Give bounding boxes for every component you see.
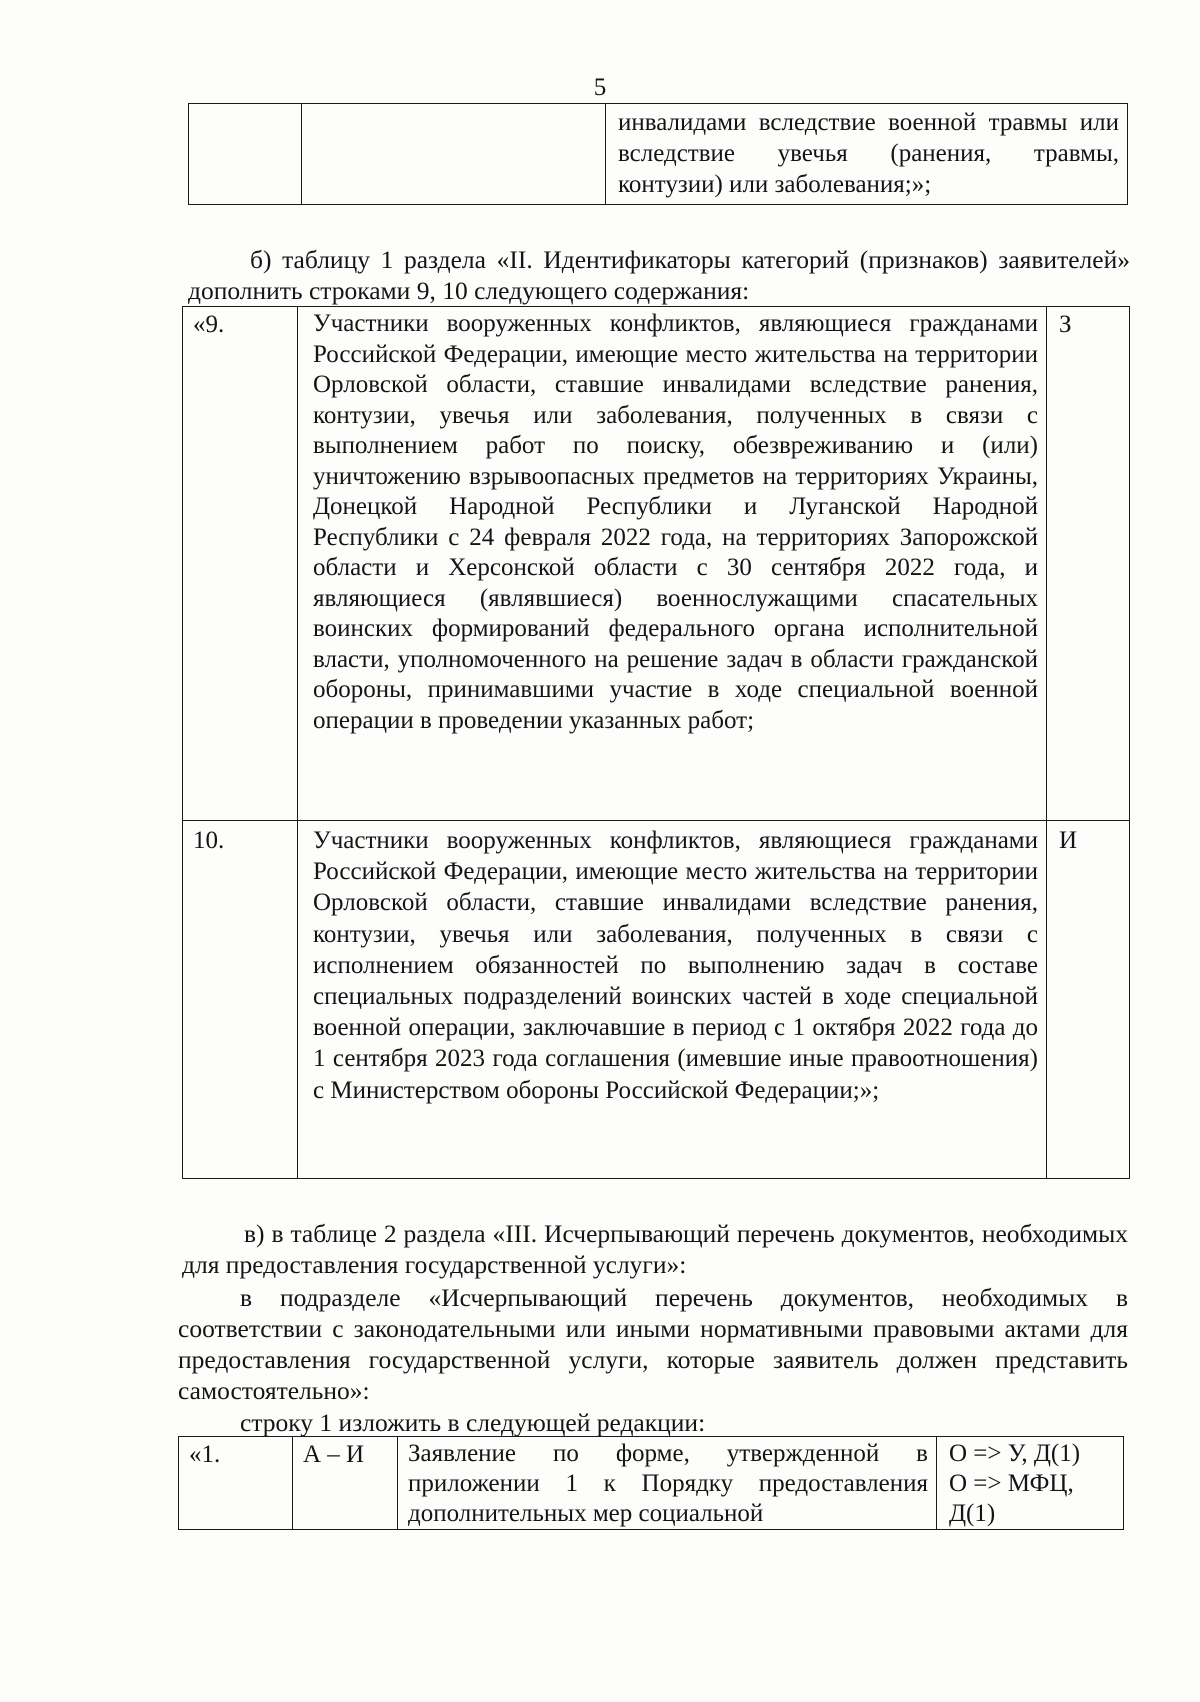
table-cell-description <box>298 821 1047 1179</box>
code-line: О => У, Д(1) <box>949 1440 1081 1467</box>
table-cell-number <box>183 821 298 1179</box>
table-cell-code <box>1047 821 1130 1179</box>
paragraph-subsection: в подразделе «Исчерпывающий перечень документов, необходимых в соответствии с законодательными или иными нормативными правовыми актами для предоставления государственной услуги, которые заявитель должен представить самостоятельно»: <box>178 1283 1128 1405</box>
row-number: «9. <box>193 311 225 338</box>
table-cell-code <box>937 1437 1124 1530</box>
table-cell-code <box>1047 307 1130 821</box>
row-number: «1. <box>189 1441 221 1468</box>
category-code: З <box>1059 311 1072 338</box>
table-cell-number <box>179 1437 293 1530</box>
table-row <box>189 104 1128 205</box>
table-cell-number <box>189 104 302 205</box>
paragraph-row-intro: строку 1 изложить в следующей редакции: <box>240 1408 706 1437</box>
table-row <box>179 1437 1124 1530</box>
documents-table <box>178 1436 1124 1530</box>
categories-range: А – И <box>303 1441 365 1468</box>
page-number: 5 <box>593 74 607 101</box>
table-cell-categories <box>302 104 606 205</box>
table-row <box>183 821 1130 1179</box>
top-continuation-table <box>188 103 1128 205</box>
code-line: О => МФЦ, Д(1) <box>949 1470 1074 1527</box>
table-cell-description <box>398 1437 937 1530</box>
document-description: Заявление по форме, утвержденной в приложении 1 к Порядку предоставления дополнительных мер социальной <box>408 1440 928 1527</box>
category-description: Участники вооруженных конфликтов, являющиеся гражданами Российской Федерации, имеющие место жительства на территории Орловской области, ставшие инвалидами вследствие ранения, контузии, увечья или заболевания, полученных в связи с исполнением обязанностей по выполнению задач в составе специальных подразделений воинских частей в ходе специальной военной операции, заключавшие в период с 1 октября 2022 года до 1 сентября 2023 года соглашения (имевшие иные правоотношения) с Министерством обороны Российской Федерации;»; <box>313 827 1038 1104</box>
category-description: Участники вооруженных конфликтов, являющиеся гражданами Российской Федерации, имеющие место жительства на территории Орловской области, ставшие инвалидами вследствие ранения, контузии, увечья или заболевания, полученных в связи с выполнением работ по поиску, обезвреживанию и (или) уничтожению взрывоопасных предметов на территориях Украины, Донецкой Народной Республики и Луганской Народной Республики с 24 февраля 2022 года, на территориях Запорожской области и Херсонской области с 30 сентября 2022 года, и являющиеся (являвшиеся) военнослужащими спасательных воинских формирований федерального органа исполнительной власти, уполномоченного на решение задач в области гражданской обороны, принимавшими участие в ходе специальной военной операции в проведении указанных работ; <box>313 310 1038 734</box>
paragraph-section-v: в) в таблице 2 раздела «III. Исчерпывающий перечень документов, необходимых для предоставления государственной услуги»: <box>182 1219 1128 1279</box>
table-row <box>183 307 1130 821</box>
table-cell-categories <box>293 1437 398 1530</box>
document-code <box>937 1437 1123 1529</box>
table-cell-text <box>606 104 1128 205</box>
continuation-text: инвалидами вследствие военной травмы или вследствие увечья (ранения, травмы, контузии) или заболевания;»; <box>618 109 1119 199</box>
categories-table <box>182 306 1130 1179</box>
table-cell-number <box>183 307 298 821</box>
paragraph-section-b: б) таблицу 1 раздела «II. Идентификаторы категорий (признаков) заявителей» дополнить строками 9, 10 следующего содержания: <box>188 245 1130 305</box>
table-cell-description <box>298 307 1047 821</box>
row-number: 10. <box>193 827 225 854</box>
category-code: И <box>1059 827 1078 854</box>
